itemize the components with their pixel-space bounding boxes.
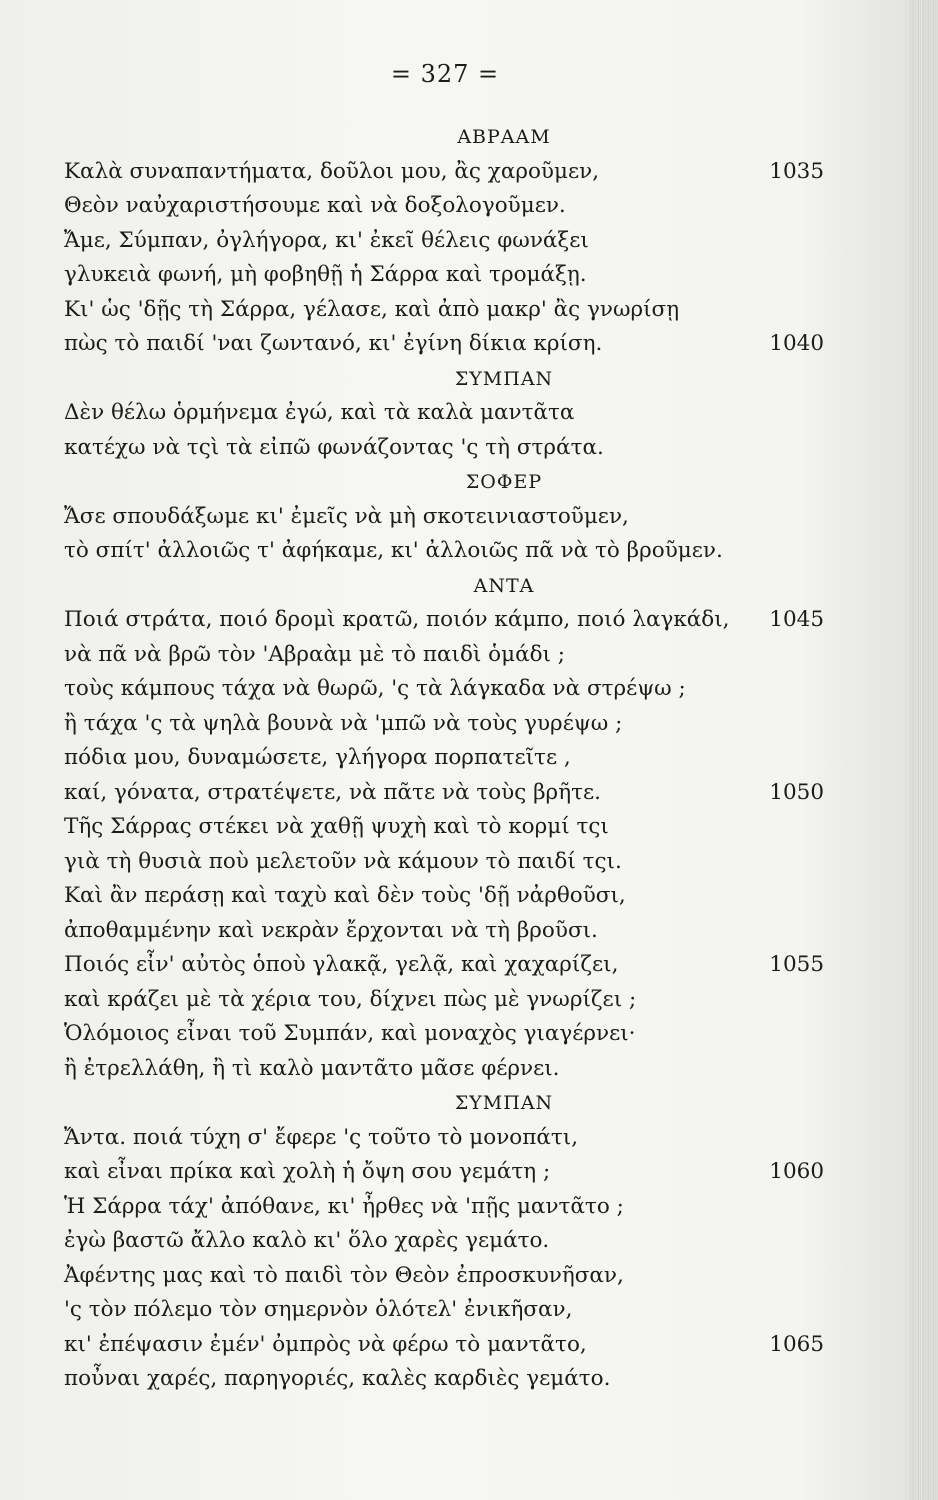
verse-line: [64, 672, 824, 707]
verse-line-text: νὰ πᾶ νὰ βρῶ τὸν 'Αβραὰμ μὲ τὸ παιδὶ ὁμάδι ;: [64, 641, 566, 667]
verse-line: [64, 638, 824, 673]
verse-line-text: ἢ ἐτρελλάθη, ἢ τὶ καλὸ μαντᾶτο μᾶσε φέρνει.: [64, 1055, 560, 1081]
verse-line-text: Ἡ Σάρρα τάχ' ἀπόθανε, κι' ἦρθες νὰ 'πῇς μαντᾶτο ;: [64, 1193, 624, 1219]
verse-line-text: Καλὰ συναπαντήματα, δοῦλοι μου, ἂς χαροῦμεν,: [64, 158, 600, 184]
verse-text-block: [64, 120, 824, 1397]
verse-line-text: ἀποθαμμένην καὶ νεκρὰν ἔρχονται νὰ τὴ βροῦσι.: [64, 917, 598, 943]
verse-line-text: κατέχω νὰ τςὶ τὰ εἰπῶ φωνάζοντας 'ς τὴ στράτα.: [64, 434, 604, 460]
verse-line-text: Ἄσε σπουδάξωμε κι' ἐμεῖς νὰ μὴ σκοτεινιαστοῦμεν,: [64, 503, 629, 529]
verse-line: [64, 189, 824, 224]
speaker-heading: ΑΝΤΑ: [473, 574, 535, 597]
line-number: 1060: [769, 1159, 824, 1184]
verse-line: [64, 396, 824, 431]
verse-line: [64, 500, 824, 535]
verse-line-text: Ἀφέντης μας καὶ τὸ παιδὶ τὸν Θεὸν ἐπροσκυνῆσαν,: [64, 1262, 624, 1288]
verse-line-text: Κι' ὡς 'δῇς τὴ Σάρρα, γέλασε, καὶ ἀπὸ μακρ' ἂς γνωρίσῃ: [64, 296, 680, 322]
verse-line-text: καὶ κράζει μὲ τὰ χέρια του, δίχνει πὼς μὲ γνωρίζει ;: [64, 986, 637, 1012]
verse-line-text: Ὁλόμοιος εἶναι τοῦ Συμπάν, καὶ μοναχὸς γιαγέρνει·: [64, 1021, 636, 1046]
verse-line-text: ἢ τάχα 'ς τὰ ψηλὰ βουνὰ νὰ 'μπῶ νὰ τοὺς γυρέψω ;: [64, 710, 623, 736]
verse-line: [64, 1362, 824, 1397]
verse-line-text: 'ς τὸν πόλεμο τὸν σημερνὸν ὁλότελ' ἐνικῆσαν,: [64, 1297, 573, 1322]
verse-line-text: Ἄντα. ποιά τύχη σ' ἔφερε 'ς τοῦτο τὸ μονοπάτι,: [64, 1124, 579, 1150]
verse-line: [64, 1121, 824, 1156]
verse-line: [64, 1224, 824, 1259]
verse-line-text: Θεὸν ναὐχαριστήσουμε καὶ νὰ δοξολογοῦμεν.: [64, 193, 566, 218]
verse-line: [64, 983, 824, 1018]
verse-line: [64, 1155, 824, 1190]
verse-line-text: καὶ εἶναι πρίκα καὶ χολὴ ἡ ὄψη σου γεμάτη ;: [64, 1159, 551, 1184]
line-number: 1045: [769, 607, 824, 632]
verse-line: [64, 914, 824, 949]
verse-line: [64, 224, 824, 259]
verse-line-text: ἐγὼ βαστῶ ἄλλο καλὸ κι' ὅλο χαρὲς γεμάτο.: [64, 1228, 550, 1253]
verse-line-text: καί, γόνατα, στρατέψετε, νὰ πᾶτε νὰ τοὺς βρῆτε.: [64, 779, 601, 805]
speaker-heading: ΣΥΜΠΑΝ: [454, 1092, 554, 1114]
line-number: 1040: [769, 331, 824, 356]
line-number: 1055: [769, 952, 824, 977]
verse-line-text: τὸ σπίτ' ἀλλοιῶς τ' ἀφήκαμε, κι' ἀλλοιῶς πᾶ νὰ τὸ βροῦμεν.: [64, 538, 723, 563]
verse-line-text: Δὲν θέλω ὁρμήνεμα ἐγώ, καὶ τὰ καλὰ μαντᾶτα: [64, 400, 575, 425]
verse-line: [64, 534, 824, 569]
verse-line-text: κι' ἐπέψασιν ἐμέν' ὀμπρὸς νὰ φέρω τὸ μαντᾶτο,: [64, 1331, 587, 1357]
verse-line: [64, 776, 824, 811]
line-number: 1035: [769, 158, 824, 184]
verse-line-text: πόδια μου, δυναμώσετε, γλήγορα πορπατεῖτε ,: [64, 745, 571, 770]
verse-line-text: γλυκειὰ φωνή, μὴ φοβηθῇ ἡ Σάρρα καὶ τρομάξῃ.: [64, 262, 587, 287]
verse-line-text: ποὖναι χαρές, παρηγοριές, καλὲς καρδιὲς γεμάτο.: [64, 1366, 611, 1391]
verse-line: [64, 1259, 824, 1294]
verse-line: [64, 1190, 824, 1225]
verse-line-text: γιὰ τὴ θυσιὰ ποὺ μελετοῦν νὰ κάμουν τὸ παιδί τςι.: [64, 848, 622, 874]
verse-line: [64, 431, 824, 466]
verse-line: [64, 948, 824, 983]
verse-line: [64, 1293, 824, 1328]
verse-line: [64, 845, 824, 880]
verse-line-text: Καὶ ἂν περάσῃ καὶ ταχὺ καὶ δὲν τοὺς 'δῇ νἀρθοῦσι,: [64, 883, 626, 908]
verse-line: [64, 327, 824, 362]
verse-line-text: Τῆς Σάρρας στέκει νὰ χαθῇ ψυχὴ καὶ τὸ κορμί τςι: [64, 814, 609, 839]
page-edge: [910, 0, 938, 1500]
verse-line: [64, 879, 824, 914]
verse-line-text: Ἄμε, Σύμπαν, ὀγλήγορα, κι' ἐκεῖ θέλεις φωνάξει: [64, 227, 589, 253]
speaker-heading: ΣΟΦΕΡ: [465, 471, 543, 493]
speaker-heading: ΑΒΡΑΑΜ: [457, 126, 551, 148]
verse-line-text: Ποιός εἶν' αὐτὸς ὁποὺ γλακᾷ, γελᾷ, καὶ χαχαρίζει,: [64, 952, 619, 977]
line-number: 1050: [769, 779, 824, 805]
verse-line: [64, 293, 824, 328]
page-number: = 327 =: [390, 60, 500, 88]
verse-line: [64, 603, 824, 638]
verse-line: [64, 1017, 824, 1052]
verse-line: [64, 707, 824, 742]
speaker-heading: ΣΥΜΠΑΝ: [454, 367, 554, 390]
verse-line: [64, 258, 824, 293]
verse-line: [64, 810, 824, 845]
verse-line: [64, 1052, 824, 1087]
verse-line-text: Ποιά στράτα, ποιό δρομὶ κρατῶ, ποιόν κάμπο, ποιό λαγκάδι,: [64, 607, 730, 632]
verse-line-text: τοὺς κάμπους τάχα νὰ θωρῶ, 'ς τὰ λάγκαδα νὰ στρέψω ;: [64, 676, 686, 701]
line-number: 1065: [769, 1331, 824, 1357]
verse-line: [64, 1328, 824, 1363]
verse-line: [64, 741, 824, 776]
verse-line-text: πὼς τὸ παιδί 'ναι ζωντανό, κι' ἐγίνη δίκια κρίση.: [64, 331, 603, 356]
verse-line: [64, 155, 824, 190]
